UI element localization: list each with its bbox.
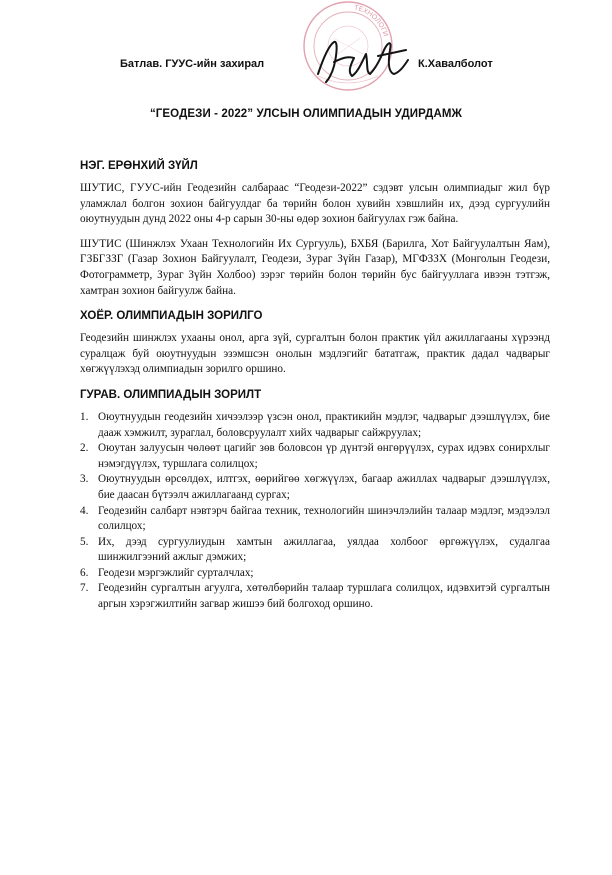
section-objectives	[80, 387, 550, 613]
section-purpose	[80, 308, 550, 378]
svg-text:ТЕХНОЛОГИ: ТЕХНОЛОГИ	[353, 4, 389, 38]
list-item: 1. Оюутнуудын геодезийн хичээлээр үзсэн онол, практикийн мэдлэг, чадварыг дээшлүүлэх, бие дааж хэмжилт, зураглал, боловсруулалт хийх чадварыг сайжруулах;	[80, 410, 550, 439]
list-item: 5. Их, дээд сургуулиудын хамтын ажиллагаа, уялдаа холбоог өргөжүүлэх, судалгаа шинжилгээний ажлыг дэмжих;	[80, 535, 550, 564]
section-heading: ХОЁР. ОЛИМПИАДЫН ЗОРИЛГО	[80, 310, 263, 323]
section-heading: ГУРАВ. ОЛИМПИАДЫН ЗОРИЛТ	[80, 388, 262, 401]
list-item: 6. Геодези мэргэжлийг сурталчлах;	[80, 566, 254, 579]
approval-title: Батлав. ГУУС-ийн захирал	[120, 58, 265, 70]
paragraph: ШУТИС (Шинжлэх Ухаан Технологийн Их Сургууль), БХБЯ (Барилга, Хот Байгуулалтын Яам), ГЗБГЗЗГ (Газар Зохион Байгуулалт, Геодези, Зураг Зүйн Газар), МГФЗЗХ (Монголын Геодези, Фотограмметр, Зураг Зүйн Холбоо) зэрэг төрийн болон төрийн бус байгууллага ивээн тэтгэж, хамтран зохион байгуулж байна.	[80, 237, 550, 297]
list-item: 7. Геодезийн сургалтын агуулга, хөтөлбөрийн талаар туршлага солилцох, идэвхитэй сургалтын аргын хэрэгжилтийн загвар жишээ бий болгоход оршино.	[80, 582, 550, 611]
approver-name: К.Хавалболот	[418, 58, 493, 70]
paragraph: ШУТИС, ГУУС-ийн Геодезийн салбараас “Геодези-2022” сэдэвт улсын олимпиадыг жил бүр уламжлал болгон зохион байгуулдаг ба төрийн болон хувийн хэвшлийн их, дээд сургуулийн оюутнуудын дунд 2022 оны 4-р сарын 30-ны өдөр зохион байгуулах гэж байна.	[80, 182, 550, 226]
list-item: 4. Геодезийн салбарт нэвтэрч байгаа техник, технологийн шинэчлэлийн талаар мэдлэг, мэдээлэл солилцох;	[80, 504, 550, 533]
document-title: “ГЕОДЕЗИ - 2022” УЛСЫН ОЛИМПИАДЫН УДИРДАМЖ	[149, 108, 463, 120]
objectives-list	[80, 410, 550, 613]
document-body	[80, 158, 550, 613]
section-general	[80, 158, 550, 299]
signature	[304, 32, 424, 92]
section-heading: НЭГ. ЕРӨНХИЙ ЗҮЙЛ	[80, 160, 198, 172]
list-item: 3. Оюутнуудын өрсөлдөх, илтгэх, өөрийгөө хөгжүүлэх, багаар ажиллах чадварыг дээшлүүлэх, бие даасан бүтээлч ажиллагаанд сургах;	[80, 473, 550, 501]
list-item: 2. Оюутан залуусын чөлөөт цагийг зөв боловсон үр дүнтэй өнгөрүүлэх, сурах идэвх сонирхлыг нэмэгдүүлэх, туршлага солилцох;	[80, 442, 550, 470]
paragraph: Геодезийн шинжлэх ухааны онол, арга зүй, сургалтын болон практик үйл ажиллагааны хүрээнд суралцаж буй оюутнуудын эзэмшсэн онолын мэдлэгийг бататгаж, практик дадал чадварыг хөгжүүлэхэд олимпиадын зорилго оршино.	[80, 332, 550, 376]
